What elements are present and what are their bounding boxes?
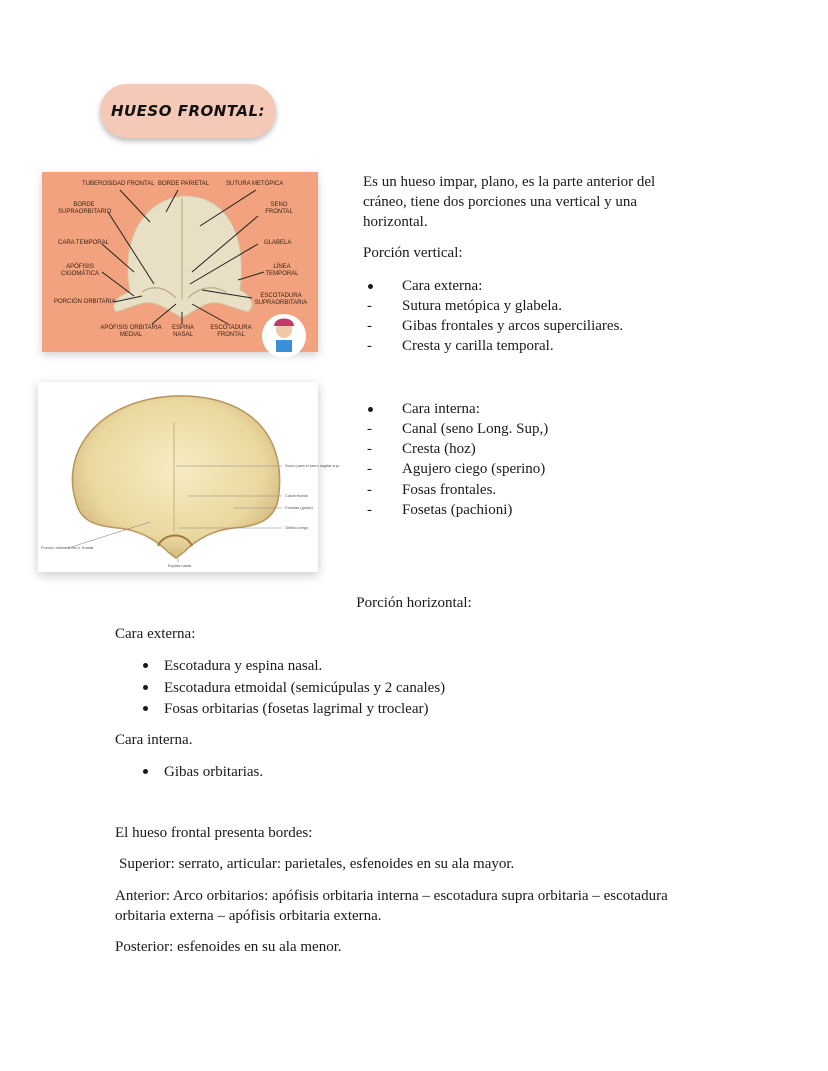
label-escotadura-frontal: ESCOTADURA FRONTAL (210, 325, 252, 338)
title-badge (100, 84, 276, 138)
dash-marker: - (367, 461, 372, 477)
bone-internal-illustration (38, 382, 318, 572)
list-item: Sutura metópica y glabela. (402, 298, 562, 314)
page-title: HUESO FRONTAL: (110, 102, 266, 120)
label-espina-nasal: ESPINA NASAL (171, 325, 194, 338)
list-item: Cara interna: (402, 401, 480, 417)
list-item: Cara externa: (402, 278, 483, 294)
list-item: Gibas frontales y arcos superciliares. (402, 318, 624, 334)
list-item: Escotadura y espina nasal. (164, 658, 323, 674)
dash-marker: - (367, 421, 372, 437)
dash-marker: - (367, 502, 372, 518)
frontal-bone-internal-image (38, 382, 340, 572)
list-item: Gibas orbitarias. (164, 764, 264, 780)
doctor-icon (262, 314, 306, 358)
borders-intro: El hueso frontal presenta bordes: (115, 825, 313, 841)
list-item: Escotadura etmoidal (semicúpulas y 2 canales) (164, 680, 446, 696)
label-borde-supraorbitario: BORDE SUPRAORBITARIO (58, 202, 112, 215)
list-item: Fosas frontales. (402, 482, 497, 498)
label-apofisis-orbitaria-medial: APÓFISIS ORBITARIA MEDIAL (100, 325, 162, 338)
list-item: Fosas orbitarias (fosetas lagrimal y troclear) (164, 701, 429, 717)
frontal-bone-anterior-diagram (42, 172, 318, 352)
dash-marker: - (367, 338, 372, 354)
label-cara-temporal: CARA TEMPORAL (58, 240, 109, 246)
list-item: Canal (seno Long. Sup,) (402, 421, 549, 437)
list-item: Cresta (hoz) (402, 441, 476, 457)
label-glabela: GLABELA (264, 240, 292, 246)
label-orificio-ciego: Orificio ciego (285, 525, 309, 530)
label-fosetas: Fosetas (gotas) (285, 505, 313, 510)
label-tuberosidad-frontal: TUBEROSIDAD FRONTAL (82, 181, 155, 187)
intro-paragraph: Es un hueso impar, plano, es la parte anterior del cráneo, tiene dos porciones una vertical y una horizontal. (363, 174, 656, 230)
dash-marker: - (367, 482, 372, 498)
list-item: Fosetas (pachioni) (402, 502, 513, 518)
horizontal-internal-heading: Cara interna. (115, 732, 193, 748)
border-anterior: Anterior: Arco orbitarios: apófisis orbitaria interna – escotadura supra orbitaria – escotadura orbitaria externa – apófisis orbitaria externa. (115, 888, 668, 924)
label-borde-parietal: BORDE PARIETAL (158, 181, 210, 187)
label-linea-temporal: LÍNEA TEMPORAL (265, 264, 299, 277)
bullet-icon (143, 685, 148, 690)
label-porcion-orbitaria-frontal: Porción orbitaria del h. frontal (41, 545, 94, 550)
horizontal-portion-heading: Porción horizontal: (356, 595, 472, 611)
bullet-icon (143, 706, 148, 711)
border-posterior: Posterior: esfenoides en su ala menor. (115, 939, 342, 955)
list-item: Cresta y carilla temporal. (402, 338, 554, 354)
dash-marker: - (367, 318, 372, 334)
border-superior: Superior: serrato, articular: parietales, esfenoides en su ala mayor. (119, 856, 515, 872)
bullet-icon (143, 663, 148, 668)
label-surco-seno-sagital: Surco para el seno sagital sup. (285, 463, 340, 468)
list-item: Agujero ciego (sperino) (402, 461, 546, 477)
horizontal-external-heading: Cara externa: (115, 626, 196, 642)
dash-marker: - (367, 441, 372, 457)
label-espina-nasal-interna: Espina nasal (168, 563, 191, 568)
dash-marker: - (367, 298, 372, 314)
label-seno-frontal: SENO FRONTAL (265, 202, 293, 215)
label-escotadura-supraorbitaria: ESCOTADURA SUPRAORBITARIA (254, 293, 308, 306)
bullet-icon (143, 769, 148, 774)
label-porcion-orbitaria: PORCIÓN ORBITARIA (54, 299, 116, 305)
bullet-icon (368, 407, 373, 412)
vertical-portion-heading: Porción vertical: (363, 245, 463, 261)
bullet-icon (368, 284, 373, 289)
label-apofisis-cigomatica: APÓFISIS CIGOMÁTICA (60, 264, 99, 277)
label-canal-frontal: Canal frontal (285, 493, 308, 498)
label-sutura-metopica: SUTURA METÓPICA (226, 181, 284, 187)
